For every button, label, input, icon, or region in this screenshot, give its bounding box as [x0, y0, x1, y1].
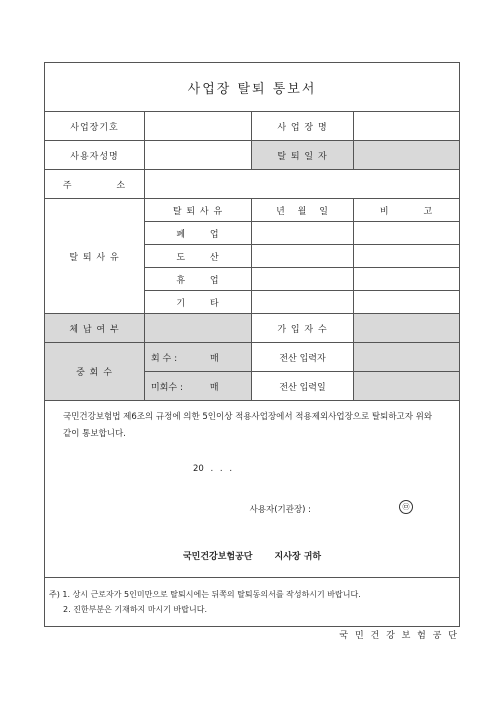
reason-closure: 폐 업	[145, 222, 252, 245]
addressee	[63, 549, 441, 566]
unreturned-count	[145, 372, 252, 401]
form-table	[44, 62, 460, 627]
business-code-field[interactable]	[145, 112, 252, 141]
input-date-field	[354, 372, 460, 401]
bankruptcy-date-field[interactable]	[252, 245, 354, 268]
other-date-field[interactable]	[252, 291, 354, 314]
suspension-note-field[interactable]	[354, 268, 460, 291]
business-name-label: 사 업 장 명	[252, 112, 354, 141]
declaration-text: 국민건강보험법 제6조의 규정에 의한 5인이상 적용사업장에서 적용제외사업장으로 탈퇴하고자 위와 같이 통보합니다.	[63, 412, 433, 439]
declaration-date[interactable]: 20 . . .	[193, 464, 233, 474]
closure-note-field[interactable]	[354, 222, 460, 245]
withdrawal-date-label: 탈 퇴 일 자	[252, 141, 354, 170]
input-date-label: 전산 입력일	[252, 372, 354, 401]
applicant-label: 사용자(기관장) :	[249, 505, 312, 515]
employer-name-field[interactable]	[145, 141, 252, 170]
form-title: 사업장 탈퇴 통보서	[45, 63, 460, 112]
notes-section	[45, 578, 460, 627]
card-return-label: 중 회 수	[45, 343, 145, 401]
returned-count	[145, 343, 252, 372]
reason-header: 탈 퇴 사 유	[145, 199, 252, 222]
returned-count-label: 회 수 :	[151, 353, 178, 364]
addressee-suffix: 지사장 귀하	[274, 552, 322, 562]
other-note-field[interactable]	[354, 291, 460, 314]
footer-org: 국 민 건 강 보 험 공 단	[339, 631, 459, 641]
member-count-label: 가 입 자 수	[252, 314, 354, 343]
addressee-org: 국민건강보험공단	[182, 552, 253, 562]
note-2: 2. 진한부분은 기재하지 마시기 바랍니다.	[63, 605, 207, 614]
suspension-date-field[interactable]	[252, 268, 354, 291]
reason-bankruptcy: 도 산	[145, 245, 252, 268]
returned-count-unit: 매	[210, 353, 219, 364]
address-field[interactable]	[145, 170, 460, 199]
business-code-label: 사업장기호	[45, 112, 145, 141]
withdrawal-notice-form	[44, 62, 459, 627]
business-name-field[interactable]	[354, 112, 460, 141]
closure-date-field[interactable]	[252, 222, 354, 245]
note-header: 비 고	[354, 199, 460, 222]
input-person-field	[354, 343, 460, 372]
seal-icon: ㉤	[399, 500, 413, 514]
arrears-field	[145, 314, 252, 343]
reason-suspension: 휴 업	[145, 268, 252, 291]
note-1: 주) 1. 상시 근로자가 5인미만으로 탈퇴시에는 뒤쪽의 탈퇴동의서를 작성하시기 바랍니다.	[49, 590, 361, 599]
reason-other: 기 타	[145, 291, 252, 314]
applicant-line	[63, 502, 441, 519]
input-person-label: 전산 입력자	[252, 343, 354, 372]
address-label: 주 소	[45, 170, 145, 199]
arrears-label: 체 납 여 부	[45, 314, 145, 343]
withdrawal-reason-label: 탈 퇴 사 유	[45, 199, 145, 314]
unreturned-count-unit: 매	[209, 382, 219, 393]
member-count-field	[354, 314, 460, 343]
employer-name-label: 사용자성명	[45, 141, 145, 170]
date-header: 년 월 일	[252, 199, 354, 222]
bankruptcy-note-field[interactable]	[354, 245, 460, 268]
declaration-section	[45, 401, 460, 578]
unreturned-count-label: 미회수 :	[151, 382, 183, 393]
withdrawal-date-field	[354, 141, 460, 170]
